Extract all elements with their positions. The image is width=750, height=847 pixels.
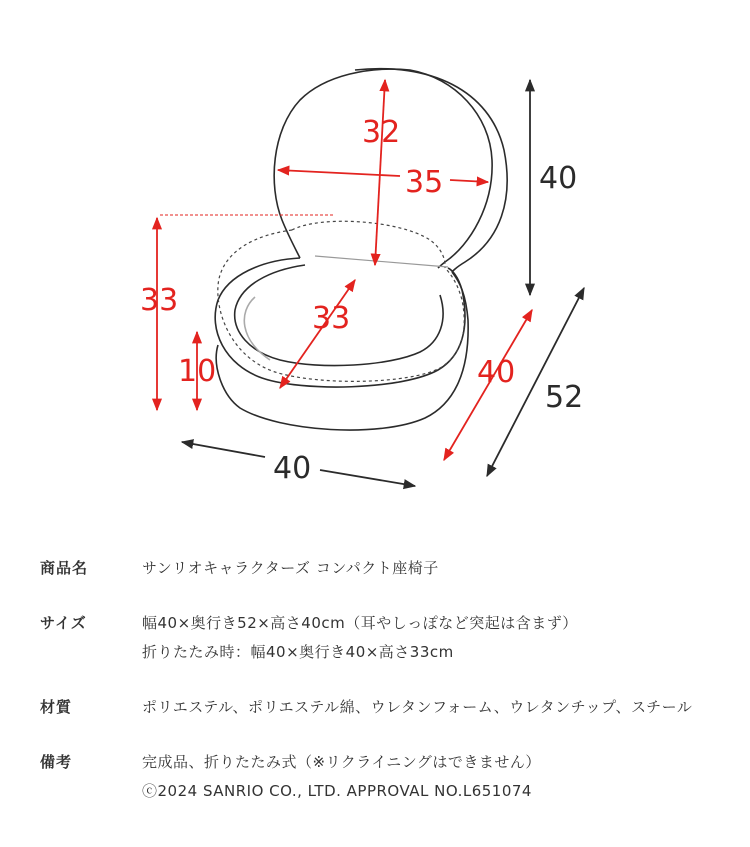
back-width-arrow-left [278, 170, 400, 176]
dim-total-depth: 52 [545, 380, 584, 415]
spec-label-name: 商品名 [40, 559, 89, 577]
dim-folded-height: 33 [140, 283, 179, 318]
back-height-arrow [375, 80, 385, 265]
spec-label-material: 材質 [40, 698, 73, 716]
spec-value-notes-2: ⓒ2024 SANRIO CO., LTD. APPROVAL NO.L651074 [142, 782, 532, 800]
width-arrow-right [320, 470, 415, 486]
dim-width: 40 [273, 451, 312, 486]
seat-base-outline [216, 272, 468, 430]
dim-seat-height: 10 [178, 354, 217, 389]
width-arrow-left [182, 442, 265, 457]
dim-folded-depth: 40 [477, 355, 516, 390]
back-width-arrow-right [450, 180, 488, 182]
dim-back-width: 35 [405, 165, 444, 200]
spec-value-material: ポリエステル、ポリエステル綿、ウレタンフォーム、ウレタンチップ、スチール [142, 698, 693, 716]
cushion-highlight [244, 297, 270, 360]
spec-value-name: サンリオキャラクターズ コンパクト座椅子 [142, 559, 439, 577]
dim-seat-depth: 33 [312, 301, 351, 336]
fold-crease-line [315, 256, 448, 267]
spec-value-size-2: 折りたたみ時：幅40×奥行き40×高さ33cm [142, 643, 454, 661]
dim-back-height: 32 [362, 115, 401, 150]
spec-value-notes-1: 完成品、折りたたみ式（※リクライニングはできません） [142, 753, 541, 771]
spec-label-size: サイズ [40, 614, 87, 632]
spec-label-notes: 備考 [40, 753, 73, 771]
dim-total-height: 40 [539, 161, 578, 196]
spec-value-size-1: 幅40×奥行き52×高さ40cm（耳やしっぽなど突起は含まず） [142, 614, 578, 632]
